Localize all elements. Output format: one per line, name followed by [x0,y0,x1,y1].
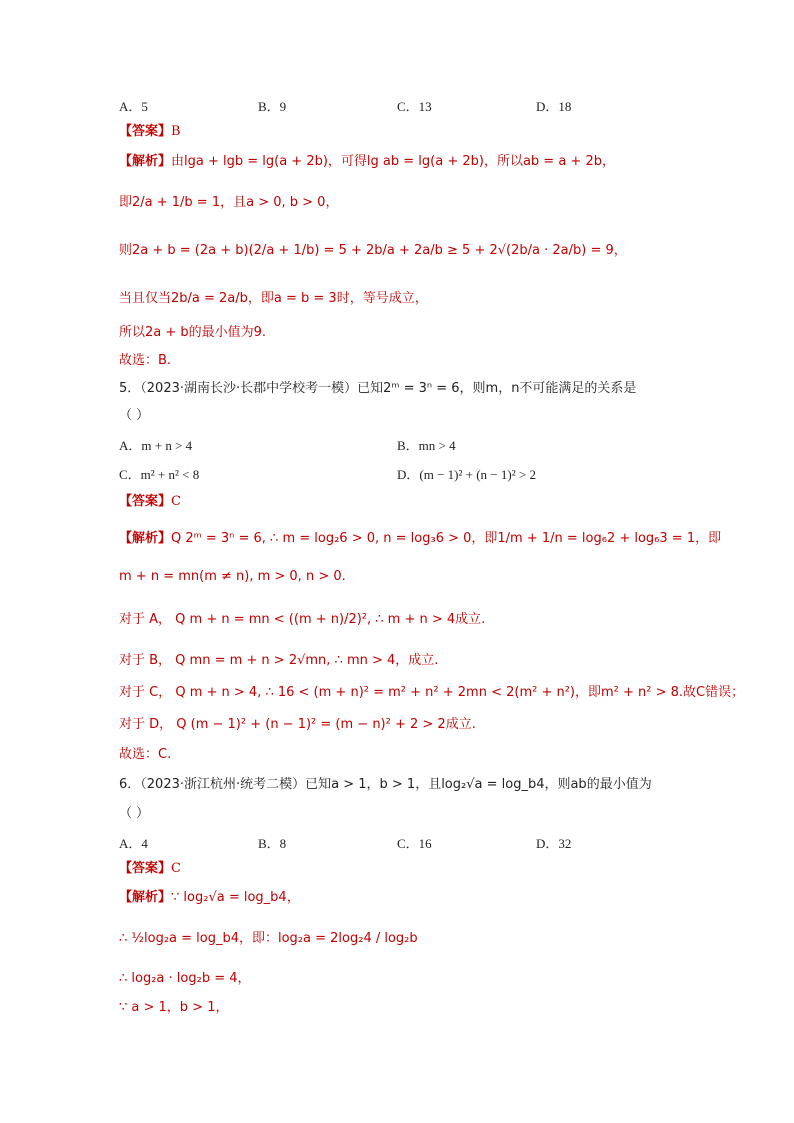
q5-option-b: B．mn > 4 [397,438,456,453]
q6-analysis-line-3: ∴ log₂a · log₂b = 4， [119,971,251,986]
q5-analysis-line-7: 故选：C. [119,747,172,762]
q6-analysis-line-1 [119,889,300,907]
answer-value: C [171,494,181,509]
q6-option-b: B．8 [258,836,287,851]
q6-analysis-line-4: ∵ a > 1，b > 1， [119,1000,229,1015]
analysis-tag: 【解析】 [119,531,172,546]
q5-analysis-line-2: m + n = mn(m ≠ n), m > 0, n > 0. [119,569,346,584]
q5-option-c: C．m² + n² < 8 [119,467,200,482]
answer-value: B [171,124,181,139]
q4-analysis-line-2: 即2/a + 1/b = 1，且a > 0, b > 0， [119,195,339,210]
q5-analysis-line-5: 对于 C， Q m + n > 4, ∴ 16 < (m + n)² = m² + n² + 2mn < 2(m² + n²)，即m² + n² > 8.故C错误； [119,685,745,700]
q4-option-c: C．13 [397,99,432,114]
q6-answer [119,860,181,878]
q6-option-a: A．4 [119,836,148,851]
q6-analysis-line-2: ∴ ½log₂a = log_b4，即：log₂a = 2log₂4 / log₂b [119,931,418,946]
analysis-tag: 【解析】 [119,890,172,905]
q6-option-c: C．16 [397,836,432,851]
q4-option-b: B．9 [258,99,287,114]
analysis-tag: 【解析】 [119,154,172,169]
q5-analysis-line-1 [119,530,721,548]
q5-option-a: A．m + n > 4 [119,438,193,453]
q5-option-d: D．(m − 1)² + (n − 1)² > 2 [397,467,536,482]
answer-tag: 【答案】 [119,494,172,509]
q6-paren: （ ） [119,806,150,821]
analysis-text: Q 2ᵐ = 3ⁿ = 6, ∴ m = log₂6 > 0, n = log₃6 > 0，即1/m + 1/n = log₆2 + log₆3 = 1，即 [171,531,722,546]
q4-analysis-line-3: 则2a + b = (2a + b)(2/a + 1/b) = 5 + 2b/a + 2a/b ≥ 5 + 2√(2b/a · 2a/b) = 9， [119,243,627,258]
q5-stem: 5．（2023·湖南长沙·长郡中学校考一模）已知2ᵐ = 3ⁿ = 6，则m，n不可能满足的关系是 [119,381,637,396]
q4-option-d: D．18 [536,99,572,114]
q4-analysis-line-6: 故选：B. [119,353,172,368]
q5-answer [119,493,181,511]
q5-analysis-line-3: 对于 A， Q m + n = mn < ((m + n)/2)², ∴ m + n > 4成立. [119,612,486,627]
analysis-text: 由lga + lgb = lg(a + 2b)，可得lg ab = lg(a + 2b)，所以ab = a + 2b， [171,154,615,169]
q5-paren: （ ） [119,408,150,423]
answer-value: C [171,861,181,876]
q4-answer [119,123,181,141]
q5-analysis-line-6: 对于 D， Q (m − 1)² + (n − 1)² = (m − n)² + 2 > 2成立. [119,717,476,732]
answer-tag: 【答案】 [119,861,172,876]
q4-analysis-line-5: 所以2a + b的最小值为9. [119,325,267,340]
analysis-text: ∵ log₂√a = log_b4， [171,890,300,905]
q6-option-d: D．32 [536,836,572,851]
q6-stem: 6．（2023·浙江杭州·统考二模）已知a > 1，b > 1，且log₂√a = log_b4，则ab的最小值为 [119,777,652,792]
q5-analysis-line-4: 对于 B， Q mn = m + n > 2√mn, ∴ mn > 4，成立. [119,653,439,668]
q4-option-a: A．5 [119,99,148,114]
answer-tag: 【答案】 [119,124,172,139]
q4-analysis-line-4: 当且仅当2b/a = 2a/b，即a = b = 3时，等号成立， [119,291,428,306]
q4-analysis-line-1 [119,153,615,171]
